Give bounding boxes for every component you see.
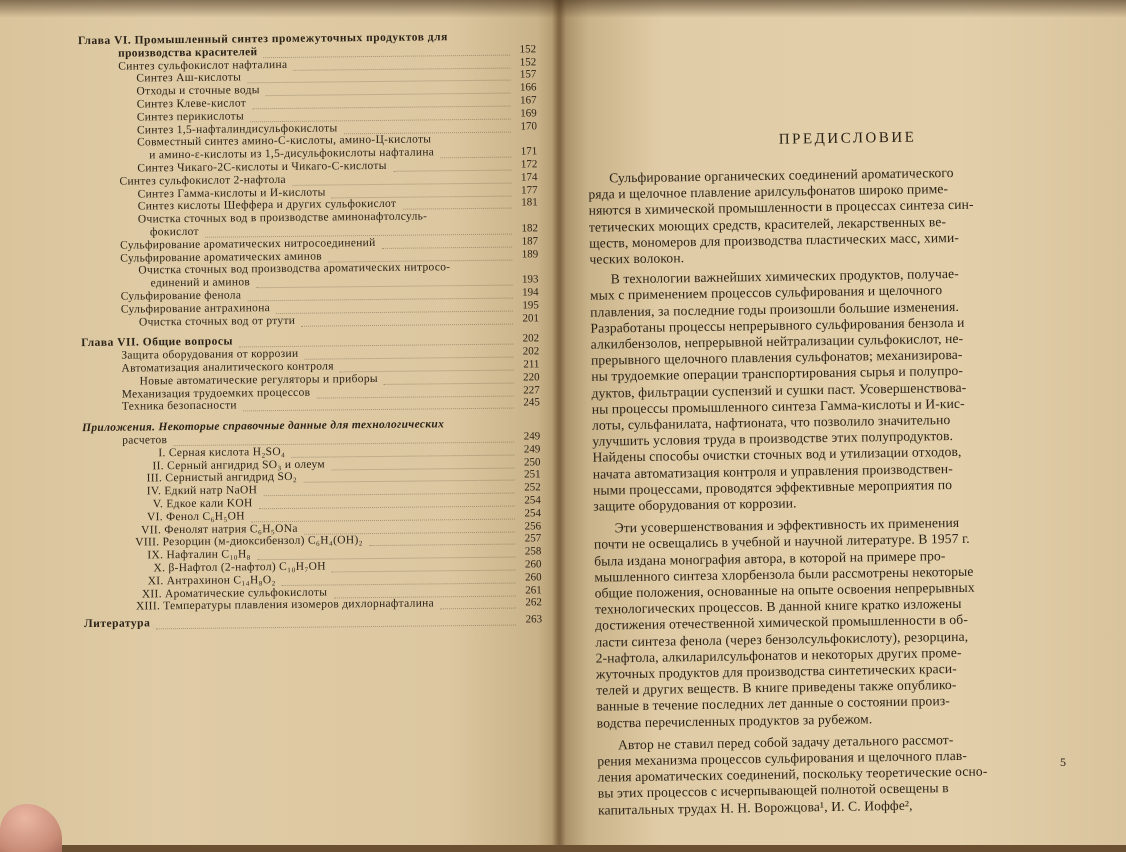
toc-leader-dots bbox=[276, 301, 513, 313]
preface-line: начата автоматизация контроля и управления производствен- bbox=[592, 460, 953, 482]
preface-line: ными процессами, проводятся эффективные мероприятия по bbox=[592, 476, 953, 498]
toc-page-number: 193 bbox=[521, 273, 539, 286]
toc-leader-dots bbox=[369, 535, 515, 547]
toc-page-number: 152 bbox=[519, 43, 537, 56]
toc-page-number: 220 bbox=[522, 371, 540, 384]
toc-page-number: 249 bbox=[523, 430, 541, 443]
toc-entry: Приложения. Некоторые справочные данные для технологических bbox=[81, 418, 445, 435]
toc-page-number: 177 bbox=[521, 183, 538, 197]
preface-line: почти не освещались в учебной и научной литературе. В 1957 г. bbox=[593, 531, 970, 553]
preface-line: няются в химической промышленности в процессах синтеза син- bbox=[588, 197, 974, 219]
preface-line: ны процессы промышленного синтеза Гамма-кислоты и И-кис- bbox=[591, 395, 965, 417]
toc-entry: фокислот bbox=[149, 225, 199, 239]
toc-entry: Синтез 1,5-нафталиндисульфокислоты bbox=[136, 121, 338, 137]
preface-line: достижения отечественной химической промышленности в об- bbox=[595, 612, 969, 634]
toc-leader-dots bbox=[252, 97, 511, 110]
preface-line: 2-нафтола, алкиларилсульфонатов и некоторых других проме- bbox=[595, 644, 962, 666]
toc-page-number: 187 bbox=[521, 235, 539, 248]
table-of-contents bbox=[0, 0, 564, 848]
toc-entry: Сульфирование ароматических нитросоединений bbox=[120, 236, 376, 252]
preface-line: Разработаны процессы непрерывного сульфирования бензола и bbox=[590, 314, 965, 336]
toc-leader-dots bbox=[328, 250, 512, 262]
toc-page-number: 201 bbox=[522, 311, 539, 325]
toc-leader-dots bbox=[266, 84, 511, 97]
preface-title: ПРЕДИСЛОВИЕ bbox=[778, 129, 917, 148]
toc-entry: IX. Нафталин C₁₀H₈ bbox=[147, 548, 251, 562]
preface-line: технологических процессов. В данной книге кратко изложены bbox=[594, 596, 962, 617]
toc-entry: Синтез Гамма-кислоты и И-кислоты bbox=[137, 186, 326, 201]
toc-leader-dots bbox=[205, 225, 512, 238]
toc-page-number: 245 bbox=[523, 396, 540, 409]
preface-line: жуточных продуктов для производства синтетических краси- bbox=[595, 660, 957, 682]
toc-entry: Очистка сточных вод производства ароматических нитросо- bbox=[138, 261, 451, 277]
toc-entry: и амино-ε-кислоты из 1,5-дисульфокислоты нафталина bbox=[149, 146, 435, 162]
preface-line: ласти синтеза фенола (через бензолсульфокислоту), резорцина, bbox=[595, 628, 969, 650]
toc-leader-dots bbox=[173, 433, 514, 447]
toc-entry: Литература bbox=[84, 617, 151, 631]
preface-line: алкилбензолов, непрерывной нейтрализации сульфокислот, не- bbox=[590, 330, 964, 352]
toc-page-number: 194 bbox=[522, 286, 539, 299]
toc-leader-dots bbox=[282, 573, 516, 585]
toc-leader-dots bbox=[247, 71, 510, 84]
preface-line: водства перечисленных продуктов за рубежом. bbox=[596, 710, 873, 731]
preface-line: ны трудоемкие операции транспортирования сырья и полупро- bbox=[591, 363, 964, 385]
toc-entry: Синтез Аш-кислоты bbox=[136, 71, 242, 85]
toc-leader-dots bbox=[292, 173, 512, 185]
toc-page-number: 250 bbox=[523, 455, 541, 469]
preface-line: В технологии важнейших химических продуктов, получае- bbox=[589, 266, 959, 287]
toc-page-number: 227 bbox=[523, 383, 540, 397]
toc-page-number: 260 bbox=[525, 571, 542, 584]
toc-page-number: 252 bbox=[524, 481, 541, 494]
toc-entry: Отходы и сточные воды bbox=[136, 84, 260, 98]
preface-line: ванные в течение последних лет данные о состоянии произ- bbox=[596, 693, 950, 715]
toc-page-number: 262 bbox=[525, 596, 542, 609]
toc-page-number: 254 bbox=[524, 507, 542, 520]
toc-page-number: 172 bbox=[520, 158, 538, 171]
preface-line: улучшить условия труда в производстве этих полупродуктов. bbox=[592, 428, 954, 449]
toc-entry: Защита оборудования от коррозии bbox=[121, 347, 299, 362]
toc-leader-dots bbox=[263, 484, 514, 497]
toc-entry: Механизация трудоемких процессов bbox=[121, 386, 311, 401]
toc-entry: XI. Антрахинон C₁₄H₈O₂ bbox=[147, 573, 276, 588]
preface-line: тетических моющих средств, красителей, лекарственных ве- bbox=[588, 213, 947, 235]
toc-leader-dots bbox=[301, 314, 513, 326]
toc-entry: Автоматизация аналитического контроля bbox=[121, 360, 334, 375]
toc-leader-dots bbox=[304, 522, 515, 534]
toc-entry: I. Серная кислота H₂SO₄ bbox=[158, 445, 286, 460]
toc-page-number: 169 bbox=[520, 107, 537, 120]
toc-entry: Синтез перикислоты bbox=[136, 110, 245, 124]
preface-line: дуктов, фильтрации суспензий и сушки паст. Усовершенствова- bbox=[591, 379, 967, 401]
toc-entry: Техника безопасности bbox=[121, 399, 237, 414]
toc-entry: Сульфирование фенола bbox=[120, 289, 242, 303]
toc-leader-dots bbox=[247, 289, 512, 302]
toc-leader-dots bbox=[332, 186, 512, 198]
toc-entry: Синтез сульфокислот нафталина bbox=[118, 58, 288, 73]
toc-page-number: 174 bbox=[520, 171, 538, 184]
toc-leader-dots bbox=[304, 348, 513, 360]
toc-leader-dots bbox=[256, 276, 512, 289]
toc-leader-dots bbox=[303, 471, 514, 483]
toc-entry: Совместный синтез амино-С-кислоты, амино-Ц-кислоты bbox=[137, 133, 432, 149]
preface-line: прерывного щелочного плавления сульфонатов; механизирова- bbox=[590, 347, 963, 368]
preface-line: мых с применением процессов сульфирования и щелочного bbox=[589, 282, 943, 304]
toc-leader-dots bbox=[291, 445, 514, 457]
preface-line: Найдены способы очистки сточных вод и утилизации отходов, bbox=[592, 444, 962, 466]
toc-page-number: 170 bbox=[520, 119, 537, 133]
toc-page-number: 202 bbox=[522, 332, 540, 345]
toc-leader-dots bbox=[382, 237, 513, 248]
toc-page-number: 167 bbox=[520, 94, 537, 107]
toc-leader-dots bbox=[259, 497, 515, 510]
preface-line: защите оборудования от коррозии. bbox=[593, 495, 797, 514]
toc-entry: X. β-Нафтол (2-нафтол) C₁₀H₇OH bbox=[153, 560, 326, 575]
toc-leader-dots bbox=[340, 361, 514, 373]
toc-page-number: 181 bbox=[521, 196, 538, 209]
toc-page-number: 261 bbox=[525, 583, 542, 597]
toc-page-number: 249 bbox=[523, 443, 541, 456]
toc-page-number: 254 bbox=[524, 494, 541, 507]
toc-leader-dots bbox=[316, 386, 513, 398]
toc-leader-dots bbox=[332, 561, 516, 573]
preface-line: была издана монография автора, в которой на примере про- bbox=[594, 547, 946, 569]
toc-page-number: 157 bbox=[519, 68, 537, 81]
preface-line: мышленного синтеза хлорбензола были рассмотрены некоторые bbox=[594, 563, 974, 585]
preface-line: капитальных трудах Н. Н. Ворожцова¹, И. С. Иоффе², bbox=[597, 797, 913, 818]
toc-page-number: 251 bbox=[523, 468, 541, 481]
preface-line: общие положения, основанные на опыте освоения непрерывных bbox=[594, 579, 975, 601]
toc-entry: V. Едкое кали KOH bbox=[152, 497, 253, 511]
preface-line: Автор не ставил перед собой задачу детального рассмот- bbox=[596, 731, 954, 753]
toc-leader-dots bbox=[344, 122, 511, 134]
toc-page-number: 258 bbox=[524, 545, 542, 558]
preface-line: рения механизма процессов сульфирования и щелочного плав- bbox=[597, 747, 968, 769]
toc-entry: Синтез кислоты Шеффера и других сульфокислот bbox=[137, 198, 397, 213]
toc-entry: XII. Ароматические сульфокислоты bbox=[141, 586, 328, 601]
toc-entry: VIII. Резорцин (м-диоксибензол) C₆H₄(OH)₂ bbox=[135, 534, 363, 549]
toc-entry: Сульфирование ароматических аминов bbox=[120, 250, 323, 265]
preface-line: телей и других веществ. В книге приведены также опублико- bbox=[596, 677, 957, 698]
toc-entry: Глава VI. Промышленный синтез промежуточных продуктов для bbox=[77, 31, 448, 48]
toc-leader-dots bbox=[257, 548, 516, 561]
toc-page-number: 256 bbox=[524, 519, 542, 533]
toc-entry: единений и аминов bbox=[150, 276, 251, 290]
toc-page-number: 166 bbox=[519, 81, 537, 94]
preface-line: ления ароматических соединений, поскольку теоретические осно- bbox=[597, 763, 988, 785]
toc-entry: Очистка сточных вод от ртути bbox=[138, 314, 296, 329]
toc-entry: XIII. Температуры плавления изомеров дихлорнафталина bbox=[135, 597, 435, 613]
preface-line: ческих волокон. bbox=[589, 250, 685, 267]
preface-line: ряда и щелочное плавление арилсульфонатов широко приме- bbox=[588, 181, 949, 202]
toc-page-number: 211 bbox=[523, 358, 540, 371]
toc-entry: II. Серный ангидрид SO₃ и олеум bbox=[152, 458, 326, 472]
toc-entry: Новые автоматические регуляторы и приборы bbox=[139, 372, 378, 388]
toc-leader-dots bbox=[333, 586, 516, 598]
toc-leader-dots bbox=[393, 161, 512, 172]
toc-leader-dots bbox=[156, 616, 516, 630]
toc-leader-dots bbox=[243, 399, 514, 412]
toc-entry: расчетов bbox=[122, 434, 168, 447]
toc-leader-dots bbox=[384, 373, 514, 384]
toc-page-number: 202 bbox=[522, 345, 540, 358]
toc-leader-dots bbox=[264, 45, 511, 58]
toc-leader-dots bbox=[239, 335, 513, 348]
toc-page-number: 152 bbox=[519, 55, 537, 69]
toc-entry: Очистка сточных вод в производстве аминонафтолсуль- bbox=[137, 210, 428, 226]
preface-line: Сульфирование органических соединений ароматического bbox=[588, 164, 954, 186]
toc-entry: VI. Фенол C₆H₅OH bbox=[146, 510, 245, 524]
preface-line: Эти усовершенствования и эффективность их применения bbox=[593, 515, 960, 536]
toc-leader-dots bbox=[251, 509, 515, 522]
toc-leader-dots bbox=[331, 458, 514, 470]
toc-page-number: 257 bbox=[524, 532, 542, 545]
toc-entry: Синтез Клеве-кислот bbox=[136, 97, 247, 111]
toc-page-number: 195 bbox=[522, 299, 539, 312]
page-number: 5 bbox=[1060, 755, 1066, 769]
toc-entry: производства красителей bbox=[118, 46, 258, 60]
toc-leader-dots bbox=[250, 109, 511, 122]
toc-entry: Синтез Чикаго-2С-кислоты и Чикаго-С-кислоты bbox=[137, 159, 387, 175]
toc-leader-dots bbox=[293, 58, 510, 70]
preface-line: ществ, мономеров для производства пластических масс, хими- bbox=[589, 229, 960, 251]
toc-page-number: 260 bbox=[524, 558, 542, 571]
toc-entry: IV. Едкий натр NaOH bbox=[146, 484, 258, 498]
preface-line: плавления, за последние годы произошли большие изменения. bbox=[590, 298, 960, 320]
toc-page-number: 171 bbox=[520, 145, 538, 158]
toc-entry: Глава VII. Общие вопросы bbox=[81, 335, 234, 350]
toc-entry: Синтез сульфокислот 2-нафтола bbox=[119, 173, 286, 188]
toc-leader-dots bbox=[402, 199, 511, 210]
preface-line: вы этих процессов с исчерпывающей полнотой освещены в bbox=[597, 780, 949, 802]
toc-entry: Сульфирование антрахинона bbox=[120, 301, 271, 316]
preface-section bbox=[585, 0, 1068, 849]
preface-line: лоты, сульфанилата, нафтионата, что позволило значительно bbox=[591, 412, 951, 433]
toc-entry: VII. Фенолят натрия C₆H₅ONa bbox=[141, 522, 298, 537]
toc-entry: III. Сернистый ангидрид SO₂ bbox=[146, 471, 298, 485]
toc-page-number: 263 bbox=[525, 613, 543, 626]
toc-page-number: 182 bbox=[521, 222, 539, 235]
toc-page-number: 189 bbox=[521, 247, 539, 261]
